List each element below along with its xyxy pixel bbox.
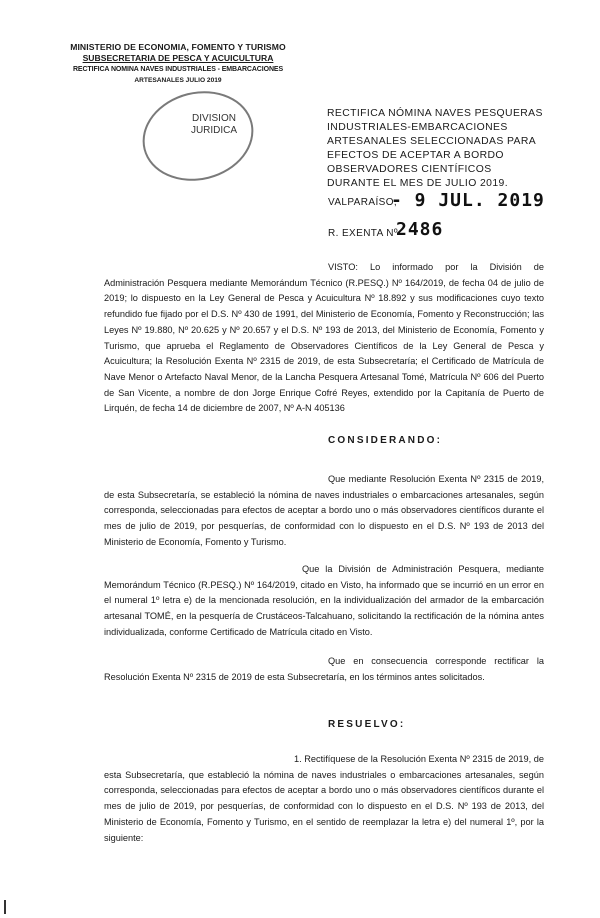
resolution-date: - 9 JUL. 2019 xyxy=(391,190,545,211)
subsecretariat-name: SUBSECRETARIA DE PESCA Y ACUICULTURA xyxy=(82,53,274,63)
place-label: VALPARAÍSO, xyxy=(328,197,398,208)
letterhead xyxy=(58,42,298,86)
considerando-paragraph-3: Que en consecuencia corresponde rectificar la Resolución Exenta Nº 2315 de 2019 de esta Subsecretaría, en los términos antes solicitados. xyxy=(104,656,544,682)
ministry-name: MINISTERIO DE ECONOMIA, FOMENTO Y TURISMO xyxy=(70,42,286,52)
document-reference: RECTIFICA NOMINA NAVES INDUSTRIALES - EMBARCACIONES xyxy=(72,66,284,73)
considerando-heading: CONSIDERANDO: xyxy=(328,435,443,446)
visto-paragraph: VISTO: Lo informado por la División de Administración Pesquera mediante Memorándum Técnico (R.PESQ.) Nº 164/2019, de fecha 04 de julio de 2019; lo dispuesto en la Ley General de Pesca y Acuicultura Nº 18.892 y sus modificaciones cuyo texto refundido fue fijado por el D.S. Nº 430 de 1991, del Ministerio de Economía, Fomento y Reconstrucción; las Leyes Nº 19.880, Nº 20.625 y Nº 20.657 y el D.S. Nº 193 de 2013, del Ministerio de Economía, Fomento y Turismo, que aprueba el Reglamento de Observadores Científicos de la Ley General de Pesca y Acuicultura; la Resolución Exenta Nº 2315 de 2019, de esta Subsecretaría; el Certificado de Matrícula de Nave Menor o Artefacto Naval Menor, de la Lancha Pesquera Artesanal Tomé, Matrícula Nº 606 del Puerto de San Vicente, a nombre de don Jorge Enrique Cofré Reyes, extendido por la Capitanía de Puerto de Lirquén, de fecha 14 de diciembre de 2007, Nº A-N 405136 xyxy=(104,262,544,414)
resolution-title: RECTIFICA NÓMINA NAVES PESQUERAS INDUSTRIALES-EMBARCACIONES ARTESANALES SELECCIONADAS PARA EFECTOS DE ACEPTAR A BORDO OBSERVADORES CIENTÍFICOS DURANTE EL MES DE JULIO 2019. xyxy=(327,108,543,189)
stamp-line-1: DIVISION xyxy=(192,113,236,124)
resuelvo-paragraph-1: 1. Rectifíquese de la Resolución Exenta Nº 2315 de 2019, de esta Subsecretaría, que estableció la nómina de naves industriales o embarcaciones artesanales, según corresponda, seleccionadas para efectos de aceptar a bordo uno o más observadores científicos durante el mes de julio de 2019, por pesquerías, de conformidad con lo dispuesto en el D.S. Nº 193 de 2013, del Ministerio de Economía, Fomento y Turismo, en el sentido de reemplazar la letra e) del numeral 1º, por la siguiente: xyxy=(104,754,544,843)
resolution-number-label: R. EXENTA Nº xyxy=(328,228,398,239)
considerando-paragraph-2: Que la División de Administración Pesquera, mediante Memorándum Técnico (R.PESQ.) Nº 164/2019, citado en Visto, ha informado que se incurrió en un error en el numeral 1º letra e) de la mencionada resolución, en la individualización del armador de la embarcación artesanal TOMÉ, en la pesquería de Crustáceos-Talcahuano, solicitando la rectificación de la nómina antes individualizada, conforme Certificado de Matrícula citado en Visto. xyxy=(104,564,544,637)
division-stamp-label xyxy=(184,113,244,137)
considerando-paragraph-1: Que mediante Resolución Exenta Nº 2315 de 2019, de esta Subsecretaría, se estableció la nómina de naves industriales o embarcaciones artesanales, según corresponda, seleccionadas para efectos de aceptar a bordo uno o más observadores científicos durante el mes de julio de 2019, por pesquerías, de conformidad con lo dispuesto en el D.S. Nº 193 de 2013 del Ministerio de Economía, Fomento y Turismo. xyxy=(104,474,544,547)
document-reference-2: ARTESANALES JULIO 2019 xyxy=(134,77,222,84)
margin-mark xyxy=(4,900,6,914)
resolution-number: 2486 xyxy=(396,219,444,240)
resuelvo-heading: RESUELVO: xyxy=(328,719,406,730)
stamp-line-2: JURIDICA xyxy=(190,125,238,136)
